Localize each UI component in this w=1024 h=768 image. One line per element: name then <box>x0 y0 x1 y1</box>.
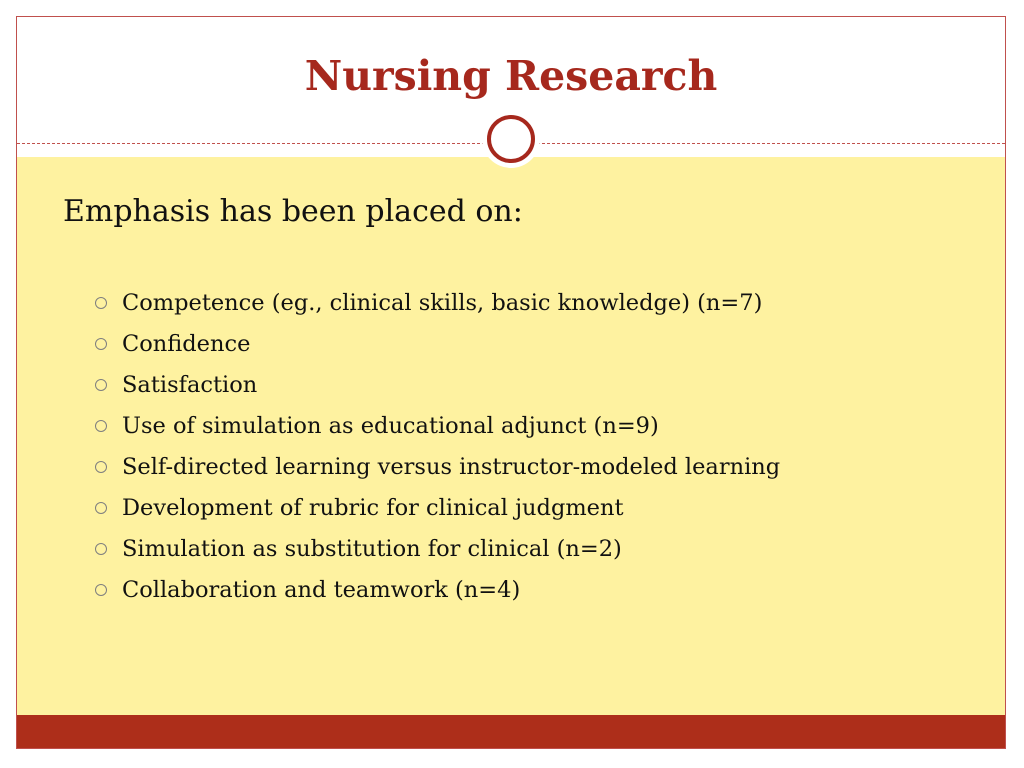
list-item-text: Satisfaction <box>122 371 258 398</box>
ring-icon <box>487 115 535 163</box>
footer-bar <box>17 715 1005 748</box>
slide-frame <box>16 16 1006 749</box>
circle-ornament-icon <box>482 110 540 168</box>
circle-bullet-icon <box>95 420 107 432</box>
slide-title: Nursing Research <box>304 52 718 100</box>
list-item <box>95 446 780 487</box>
list-item-text: Use of simulation as educational adjunct (n=9) <box>122 412 659 439</box>
list-item <box>95 364 780 405</box>
circle-bullet-icon <box>95 461 107 473</box>
list-item-text: Self-directed learning versus instructor-modeled learning <box>122 453 781 480</box>
list-item-text: Simulation as substitution for clinical (n=2) <box>122 535 622 562</box>
list-item <box>95 487 780 528</box>
list-item-text: Development of rubric for clinical judgment <box>122 494 624 521</box>
circle-bullet-icon <box>95 338 107 350</box>
list-item-text: Competence (eg., clinical skills, basic knowledge) (n=7) <box>122 289 763 316</box>
list-item <box>95 569 780 610</box>
bullet-list <box>95 282 780 610</box>
list-item <box>95 405 780 446</box>
circle-bullet-icon <box>95 584 107 596</box>
list-item-text: Confidence <box>122 330 251 357</box>
content-heading: Emphasis has been placed on: <box>63 194 523 229</box>
list-item <box>95 323 780 364</box>
list-item <box>95 282 780 323</box>
list-item <box>95 528 780 569</box>
circle-bullet-icon <box>95 502 107 514</box>
circle-bullet-icon <box>95 379 107 391</box>
circle-bullet-icon <box>95 543 107 555</box>
circle-bullet-icon <box>95 297 107 309</box>
list-item-text: Collaboration and teamwork (n=4) <box>122 576 521 603</box>
